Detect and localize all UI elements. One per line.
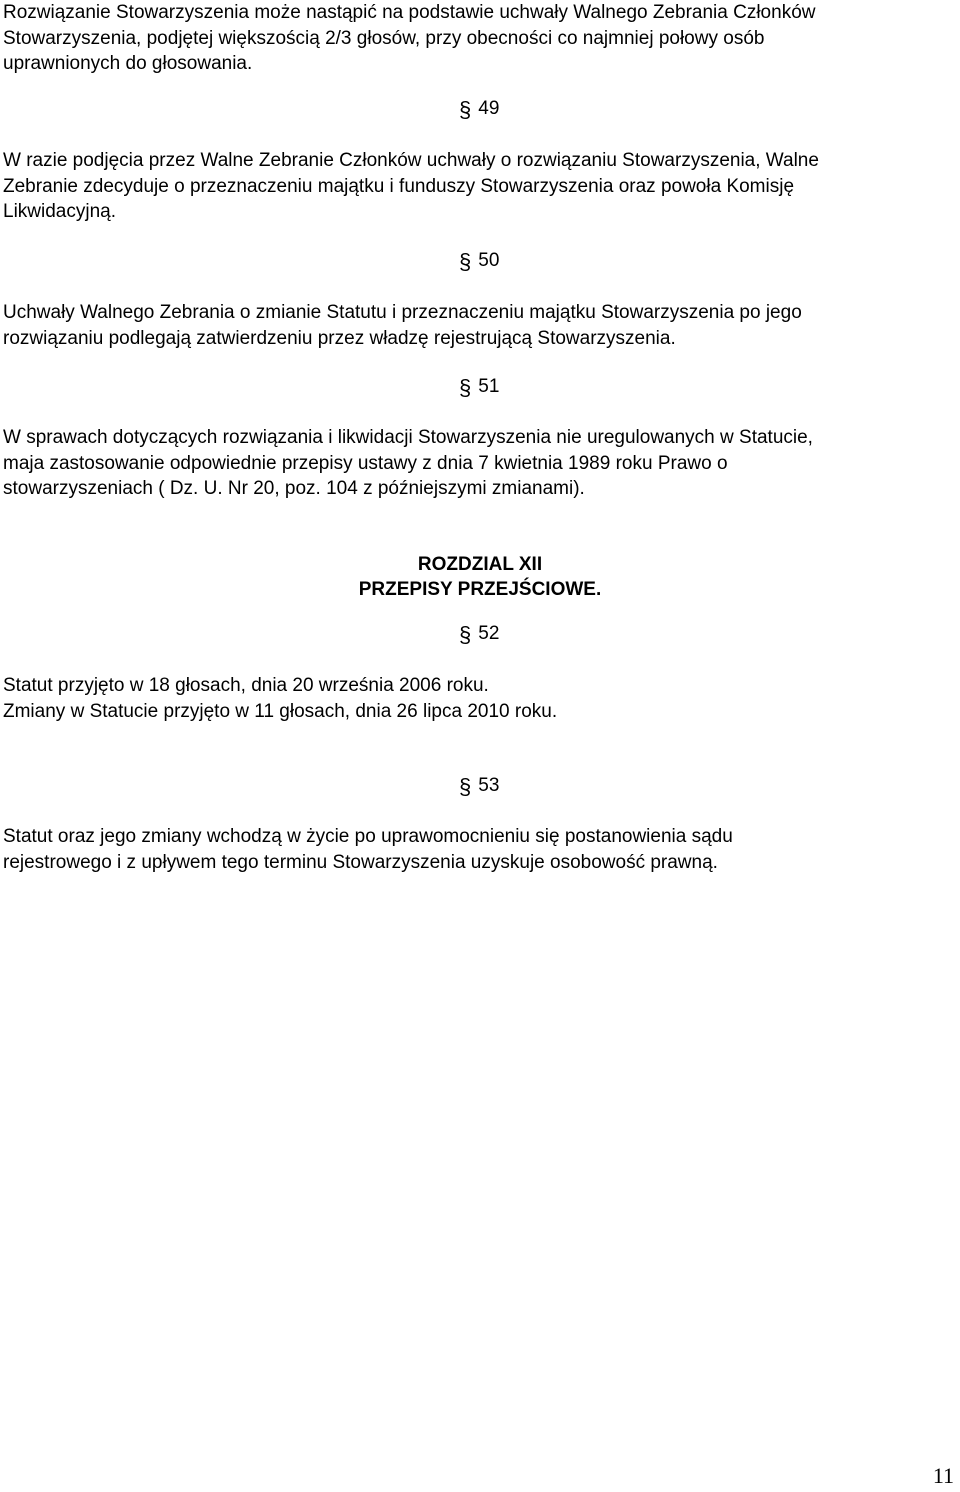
section-number: 52 — [478, 623, 500, 644]
section-number: 51 — [478, 376, 500, 397]
section-sign: § — [459, 774, 472, 799]
section-heading-50 — [459, 248, 499, 275]
paragraph-applicable-law: W sprawach dotyczących rozwiązania i likwidacji Stowarzyszenia nie uregulowanych w Statucie, maja zastosowanie odpowiednie przepisy ustawy z dnia 7 kwietnia 1989 roku Prawo o stowarzyszeniach ( Dz. U. Nr 20, poz. 104 z późniejszymi zmianami). — [3, 427, 813, 500]
paragraph-liquidation-commission: W razie podjęcia przez Walne Zebranie Członków uchwały o rozwiązaniu Stowarzyszenia, Walne Zebranie zdecyduje o przeznaczeniu majątku i funduszy Stowarzyszenia oraz powoła Komisję Likwidacyjną. — [3, 150, 819, 223]
section-heading-53 — [459, 773, 499, 800]
paragraph-dissolution: Rozwiązanie Stowarzyszenia może nastąpić na podstawie uchwały Walnego Zebrania Członków Stowarzyszenia, podjętej większością 2/3 głosów, przy obecności co najmniej połowy osób uprawnionych do głosowania. — [3, 2, 816, 75]
paragraph-statute-amendment: Uchwały Walnego Zebrania o zmianie Statutu i przeznaczeniu majątku Stowarzyszenia po jego rozwiązaniu podlegają zatwierdzeniu przez władzę rejestrującą Stowarzyszenia. — [3, 302, 802, 349]
section-heading-52 — [459, 621, 499, 648]
section-sign: § — [459, 249, 472, 274]
section-number: 53 — [478, 775, 500, 796]
section-number: 50 — [478, 250, 500, 271]
section-sign: § — [459, 97, 472, 122]
chapter-subtitle: PRZEPISY PRZEJŚCIOWE. — [358, 579, 602, 600]
page-number: 11 — [932, 1463, 954, 1488]
section-heading-49 — [459, 96, 499, 123]
chapter-title: ROZDZIAL XII — [417, 554, 543, 575]
section-sign: § — [459, 375, 472, 400]
paragraph-entry-into-force: Statut oraz jego zmiany wchodzą w życie po uprawomocnieniu się postanowienia sądu rejestrowego i z upływem tego terminu Stowarzyszenia uzyskuje osobowość prawną. — [3, 826, 733, 873]
section-sign: § — [459, 622, 472, 647]
paragraph-adoption-dates: Statut przyjęto w 18 głosach, dnia 20 września 2006 roku. Zmiany w Statucie przyjęto w 11 głosach, dnia 26 lipca 2010 roku. — [3, 675, 558, 722]
section-heading-51 — [459, 374, 499, 401]
section-number: 49 — [478, 98, 500, 119]
